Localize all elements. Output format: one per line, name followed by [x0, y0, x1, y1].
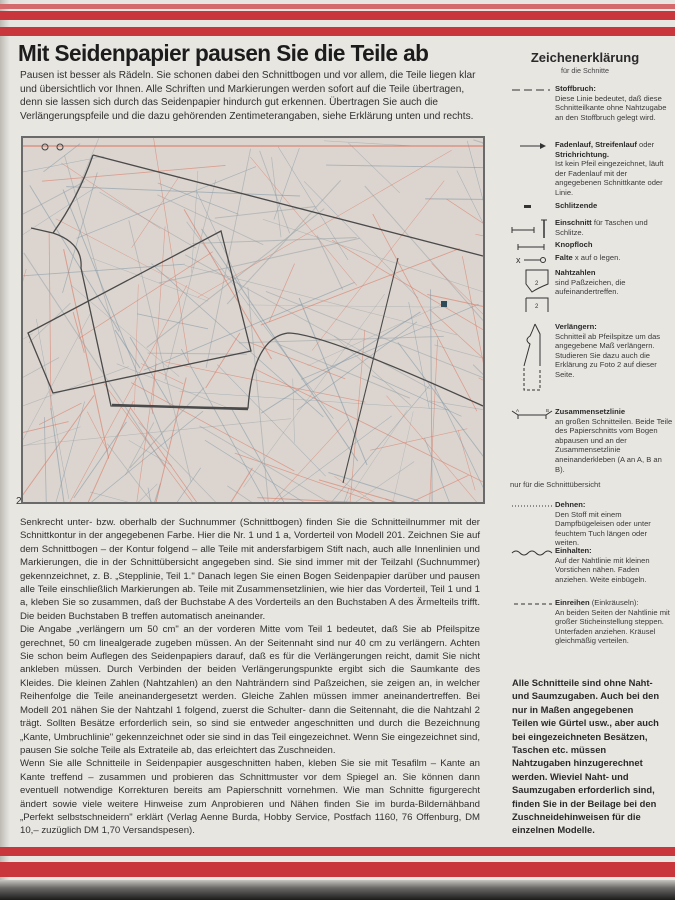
- pattern-sheet-illustration: [23, 138, 483, 502]
- top-stripe-1: [0, 11, 675, 20]
- svg-text:B: B: [546, 408, 550, 413]
- legend-term: Nahtzahlen: [555, 268, 596, 277]
- page-spine-shadow: [0, 0, 10, 900]
- dotted-line-icon: [510, 500, 554, 514]
- arrow-right-icon: [510, 140, 554, 154]
- body-paragraph: Die Angabe „verlängern um 50 cm" an der vorderen Mitte vom Teil 1 bedeutet, daß Sie ab Pfeilspitze gerechnet, 50 cm linealgerade zugeben müssen. An der Seitennaht sind nur 40 cm zu verlängern. Achten Sie schon beim Auflegen des Seidenpapiers darauf, daß es für die Verlängerungen reicht, damit Sie nicht ankleben müssen. Durch Verbinden der beiden Verlängerungspunkte ergibt sich die Saumkante des Kleides. Die kleinen Zahlen (Nahtzahlen) an den Nahträndern sind Paßzeichen, sie zeigen an, in welcher Reihenfolge die Teile aneinandergesetzt werden. Gleiche Zahlen müssen immer aneinandertreffen. Bei Modell 201 nähen Sie der Nahtzahl 1 folgend, zuerst die Schulter- dann die Seitennaht, die die Nahtzahl 2 trägt. Sollten Besätze erforderlich sein, so sind sie entweder angeschnitten und durch die Bezeichnung „Kante, Umbruchlinie" gekennzeichnet oder sie sind in das Teil eingezeichnet. Wenn Sie eingezeichnet sind, pausen Sie solche Teile als Extrateile ab, das erleichtert das Zuschneiden.: [20, 624, 480, 756]
- legend-term-connector: (Einkräuseln):: [589, 598, 639, 607]
- photo-number: 2: [16, 496, 22, 507]
- pattern-sheet-photo: [21, 136, 485, 504]
- legend-desc: Auf der Nahtlinie mit kleinen Vorstichen nähen. Faden anziehen. Weite einbügeln.: [555, 555, 650, 584]
- fold-icon: [510, 253, 554, 267]
- svg-text:2: 2: [535, 304, 539, 310]
- top-stripe-thin: [0, 4, 675, 9]
- seam-allowance-note: Alle Schnitteile sind ohne Naht- und Saumzugaben. Auch bei den nur in Maßen angegebenen Teilen wie Gürtel usw., aber auch bei eingezeichneten Besätzen, Taschen etc. müssen Nahtzugaben hinzugerechnet werden. Wieviel Naht- und Saumzugaben erforderlich sind, finden Sie in der Beilage bei den Zuschneidehinweisen für die einzelnen Modelle.: [512, 677, 660, 836]
- top-stripe-2: [0, 27, 675, 36]
- legend-term: Einhalten:: [555, 546, 592, 555]
- legend-term: Falte: [555, 253, 573, 262]
- legend-desc: sind Paßzeichen, die aufeinandertreffen.: [555, 277, 626, 297]
- gather-line-icon: [510, 598, 554, 612]
- buttonhole-icon: [510, 240, 554, 254]
- legend-term: Schlitzende: [555, 201, 598, 210]
- body-text: [20, 516, 480, 838]
- svg-text:2: 2: [535, 281, 539, 287]
- page-edge-shadow: [0, 880, 675, 900]
- svg-text:x: x: [516, 255, 521, 265]
- legend-title: Zeichenerklärung: [530, 50, 640, 65]
- wavy-line-icon: [510, 546, 554, 560]
- legend-desc: Den Stoff mit einem Dampfbügeleisen oder unter feuchtem Tuch längen oder weiten.: [555, 509, 651, 548]
- legend-term: Knopfloch: [555, 240, 593, 249]
- square-marker: [441, 301, 447, 307]
- overview-note: nur für die Schnittübersicht: [510, 480, 601, 489]
- legend-desc: Ist kein Pfeil eingezeichnet, läuft der Fadenlauf mit der angegebenen Schnittkante oder Linie.: [555, 159, 664, 197]
- page-title: Mit Seidenpapier pausen Sie die Teile ab: [18, 40, 429, 66]
- legend-term: Stoffbruch:: [555, 84, 596, 93]
- legend-term: Einschnitt: [555, 218, 592, 227]
- legend-term: Fadenlauf, Streifenlauf: [555, 140, 637, 149]
- notch-icon: [510, 218, 554, 240]
- legend-term: Verlängern:: [555, 322, 597, 331]
- seam-number-icon: [510, 268, 554, 314]
- legend-term: Strichrichtung.: [555, 149, 610, 159]
- legend-desc: Schnitteil ab Pfeilspitze um das angegebene Maß verlängern. Studieren Sie dazu auch die Erklärung zu Foto 2 auf dieser Seite.: [555, 331, 661, 379]
- svg-text:A: A: [516, 408, 520, 413]
- legend-term: Einreihen: [555, 598, 590, 607]
- lengthen-icon: [510, 322, 554, 396]
- legend-desc: für Taschen und Schlitze.: [555, 218, 648, 237]
- slit-end-icon: [510, 201, 554, 215]
- legend-desc: an großen Schnitteilen. Beide Teile des Papierschnitts vom Bogen abpausen und an der Zusammensetzlinie aneinanderkleben (A an A, B an B).: [555, 416, 673, 474]
- join-line-icon: [510, 407, 554, 421]
- body-paragraph: Senkrecht unter- bzw. oberhalb der Suchnummer (Schnittbogen) finden Sie die Schnitteilnummer mit der Schnittkontur in der angegebenen Farbe. Hier die Nr. 1 und 1 a, Vorderteil von Modell 201. Zeichnen Sie auf dem Schnittbogen – der Kontur folgend – alle Teile mit andersfarbigem Stift nach, auch alle Innenlinien und Markierungen, die in der Schnittübersicht angegeben sind. Sie sind immer mit der Teilzahl (Suchnummer) gekennzeichnet, z. B. „Stepplinie, Teil 1." Danach legen Sie einen Bogen Seidenpapier darüber und pausen alle Teile einschließlich Markierungen ab. Teile mit Zusammensetzlinien, wie hier das Vorderteil, Teil 1 und 1 a, kleben Sie so zusammen, daß der Buchstabe A des Vorderteils an den Buchstaben A des Ärmelteils trifft. Die beiden Buchstaben B treffen automatisch aneinander.: [20, 517, 480, 622]
- legend-term-connector: oder: [636, 140, 655, 149]
- bottom-stripe-2: [0, 862, 675, 877]
- legend-desc: Diese Linie bedeutet, daß diese Schnitteilkante ohne Nahtzugabe an den Stoffbruch gelegt wird.: [555, 93, 667, 122]
- legend-subtitle: für die Schnitte: [561, 66, 609, 75]
- bottom-stripe-1: [0, 847, 675, 856]
- legend-desc: x auf o legen.: [572, 253, 621, 262]
- legend-term: Dehnen:: [555, 500, 586, 509]
- dashed-line-icon: [510, 84, 554, 98]
- legend-term: Zusammensetzlinie: [555, 407, 626, 416]
- intro-paragraph: Pausen ist besser als Rädeln. Sie schonen dabei den Schnittbogen und vor allem, die Teile liegen klar und übersichtlich vor Ihnen. Alle Schriften und Markierungen werden sofort auf die Teile übertragen, denn sie lassen sich durch das Seidenpapier hindurch gut erkennen. Übertragen Sie auch die Verlängerungspfeile und die dazu gehörenden Zentimeterangaben, siehe Erklärung unten und rechts.: [20, 70, 476, 122]
- body-paragraph: Wenn Sie alle Schnitteile in Seidenpapier ausgeschnitten haben, kleben Sie sie mit Tesafilm – Kante an Kante treffend – zusammen und probieren das Schnittmuster vor dem Spiegel an. Sie können dann eventuell notwendige Korrekturen bereits am Papierschnitt vornehmen. Wie man Schnitte figurgerecht ändert sowie viele weitere Hinweise zum Anprobieren und Nähen finden Sie im burda-Bildernähband „Perfekt selbstschneidern" erklärt (Verlag Aenne Burda, Hobby Service, Postfach 1160, 76 Offenburg, DM 10,– zuzüglich DM 1,70 Versandspesen).: [20, 758, 480, 837]
- legend-desc: An beiden Seiten der Nahtlinie mit großer Sticheinstellung steppen. Unterfaden anziehen. Kräusel gleichmäßig verteilen.: [555, 607, 670, 646]
